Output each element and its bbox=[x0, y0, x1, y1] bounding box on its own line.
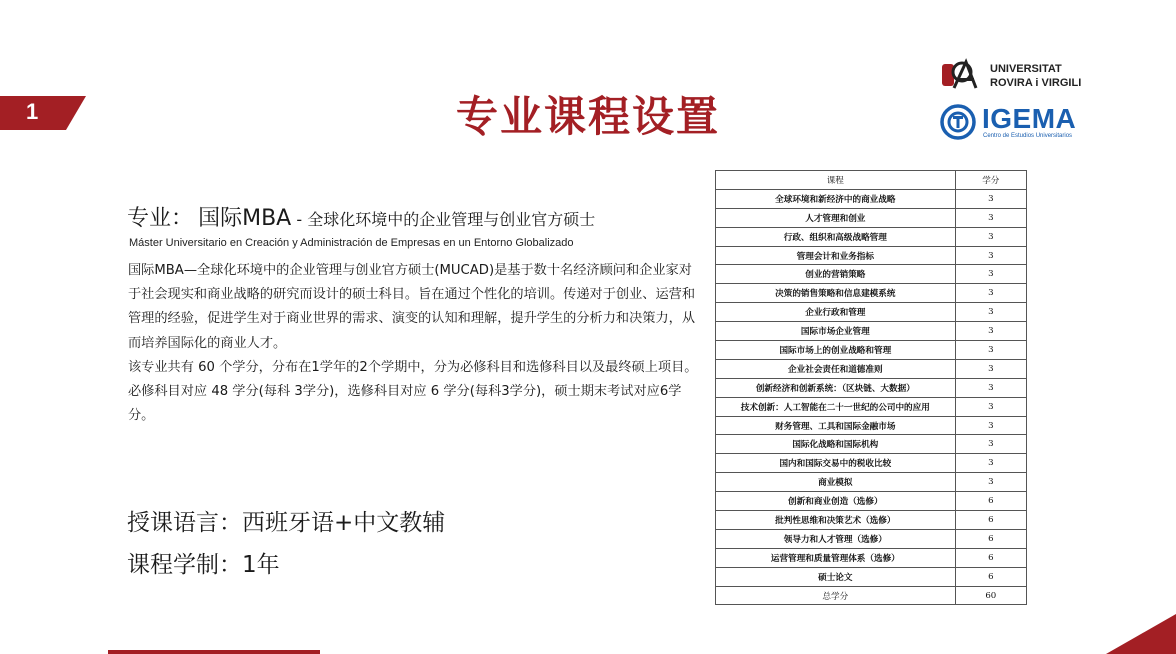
course-table bbox=[715, 170, 1027, 605]
course-credits: 3 bbox=[955, 359, 1026, 378]
table-row bbox=[716, 341, 1027, 360]
major-name: 国际MBA bbox=[198, 206, 292, 231]
table-row bbox=[716, 378, 1027, 397]
table-row bbox=[716, 189, 1027, 208]
course-rows bbox=[716, 189, 1027, 586]
course-credits: 3 bbox=[955, 341, 1026, 360]
course-name: 企业行政和管理 bbox=[716, 303, 956, 322]
table-row bbox=[716, 208, 1027, 227]
major-subtitle: - 全球化环境中的企业管理与创业官方硕士 bbox=[296, 210, 596, 229]
program-duration: 课程学制：1年 bbox=[127, 552, 280, 578]
course-name: 财务管理、工具和国际金融市场 bbox=[716, 416, 956, 435]
table-row bbox=[716, 435, 1027, 454]
table-row bbox=[716, 567, 1027, 586]
urv-line1: UNIVERSITAT bbox=[990, 63, 1062, 75]
course-name: 国内和国际交易中的税收比较 bbox=[716, 454, 956, 473]
course-credits: 3 bbox=[955, 378, 1026, 397]
bottom-accent-line bbox=[108, 650, 320, 654]
course-name: 人才管理和创业 bbox=[716, 208, 956, 227]
table-total-row bbox=[716, 586, 1027, 605]
table-row bbox=[716, 284, 1027, 303]
course-credits: 3 bbox=[955, 473, 1026, 492]
course-credits: 3 bbox=[955, 227, 1026, 246]
major-spanish-name: Máster Universitario en Creación y Administración de Empresas en un Entorno Globalizado bbox=[129, 237, 574, 249]
course-name: 决策的销售策略和信息建模系统 bbox=[716, 284, 956, 303]
igema-emblem-icon bbox=[940, 104, 976, 140]
teaching-language: 授课语言：西班牙语+中文教辅 bbox=[127, 510, 446, 536]
course-credits: 3 bbox=[955, 435, 1026, 454]
course-credits: 3 bbox=[955, 397, 1026, 416]
course-name: 创业的营销策略 bbox=[716, 265, 956, 284]
urv-line2: ROVIRA i VIRGILI bbox=[990, 77, 1082, 89]
table-row bbox=[716, 548, 1027, 567]
course-name: 运营管理和质量管理体系（选修） bbox=[716, 548, 956, 567]
table-row bbox=[716, 265, 1027, 284]
course-credits: 3 bbox=[955, 322, 1026, 341]
header-course: 课程 bbox=[716, 171, 956, 190]
table-row bbox=[716, 322, 1027, 341]
header-credits: 学分 bbox=[955, 171, 1026, 190]
total-label: 总学分 bbox=[716, 586, 956, 605]
course-name: 国际化战略和国际机构 bbox=[716, 435, 956, 454]
igema-subtitle: Centro de Estudios Universitarios bbox=[983, 133, 1073, 139]
course-credits: 3 bbox=[955, 265, 1026, 284]
urv-name bbox=[990, 62, 1081, 90]
course-credits: 6 bbox=[955, 548, 1026, 567]
corner-accent bbox=[1076, 614, 1176, 654]
table-row bbox=[716, 492, 1027, 511]
course-name: 创新经济和创新系统：（区块链、大数据） bbox=[716, 378, 956, 397]
table-row bbox=[716, 397, 1027, 416]
table-row bbox=[716, 473, 1027, 492]
course-credits: 3 bbox=[955, 208, 1026, 227]
table-row bbox=[716, 529, 1027, 548]
course-credits: 6 bbox=[955, 511, 1026, 530]
course-credits: 3 bbox=[955, 454, 1026, 473]
table-row bbox=[716, 359, 1027, 378]
table-row bbox=[716, 416, 1027, 435]
table-row bbox=[716, 227, 1027, 246]
course-name: 国际市场企业管理 bbox=[716, 322, 956, 341]
table-row bbox=[716, 454, 1027, 473]
total-value: 60 bbox=[955, 586, 1026, 605]
table-row bbox=[716, 246, 1027, 265]
course-name: 商业模拟 bbox=[716, 473, 956, 492]
course-credits: 3 bbox=[955, 189, 1026, 208]
course-name: 硕士论文 bbox=[716, 567, 956, 586]
page-title: 专业课程设置 bbox=[455, 92, 720, 141]
course-credits: 3 bbox=[955, 416, 1026, 435]
major-label: 专业： bbox=[127, 206, 194, 231]
description-paragraph-2: 该专业共有 60 个学分，分布在1学年的2个学期中，分为必修科目和选修科目以及最终硕上项目。必修科目对应 48 学分(每科 3学分)，选修科目对应 6 学分(每科3学分)，硕士期末考试对应6学分。 bbox=[128, 359, 698, 424]
course-credits: 6 bbox=[955, 529, 1026, 548]
course-name: 国际市场上的创业战略和管理 bbox=[716, 341, 956, 360]
course-credits: 3 bbox=[955, 284, 1026, 303]
major-heading bbox=[127, 201, 595, 232]
course-credits: 6 bbox=[955, 567, 1026, 586]
course-credits: 3 bbox=[955, 246, 1026, 265]
course-name: 企业社会责任和道德准则 bbox=[716, 359, 956, 378]
slide-number: 1 bbox=[26, 99, 39, 124]
table-header-row bbox=[716, 171, 1027, 190]
igema-logo bbox=[940, 104, 1100, 144]
igema-wordmark: IGEMA bbox=[982, 103, 1077, 134]
description-paragraph-1: 国际MBA—全球化环境中的企业管理与创业官方硕士(MUCAD)是基于数十名经济顾问和企业家对于社会现实和商业战略的研究而设计的硕士科目。旨在通过个性化的培训。传递对于创业、运营和管理的经验，促进学生对于商业世界的需求、演变的认知和理解，提升学生的分析力和决策力，从而培养国际化的商业人才。 bbox=[128, 263, 696, 351]
course-credits: 3 bbox=[955, 303, 1026, 322]
course-name: 领导力和人才管理（选修） bbox=[716, 529, 956, 548]
course-name: 全球环境和新经济中的商业战略 bbox=[716, 189, 956, 208]
course-name: 创新和商业创造（选修） bbox=[716, 492, 956, 511]
urv-emblem-icon bbox=[940, 58, 980, 92]
table-row bbox=[716, 303, 1027, 322]
table-row bbox=[716, 511, 1027, 530]
course-name: 技术创新：人工智能在二十一世纪的公司中的应用 bbox=[716, 397, 956, 416]
urv-logo bbox=[940, 58, 1100, 98]
course-name: 管理会计和业务指标 bbox=[716, 246, 956, 265]
program-description bbox=[128, 259, 698, 428]
course-credits: 6 bbox=[955, 492, 1026, 511]
course-name: 行政、组织和高级战略管理 bbox=[716, 227, 956, 246]
course-name: 批判性思维和决策艺术（选修） bbox=[716, 511, 956, 530]
